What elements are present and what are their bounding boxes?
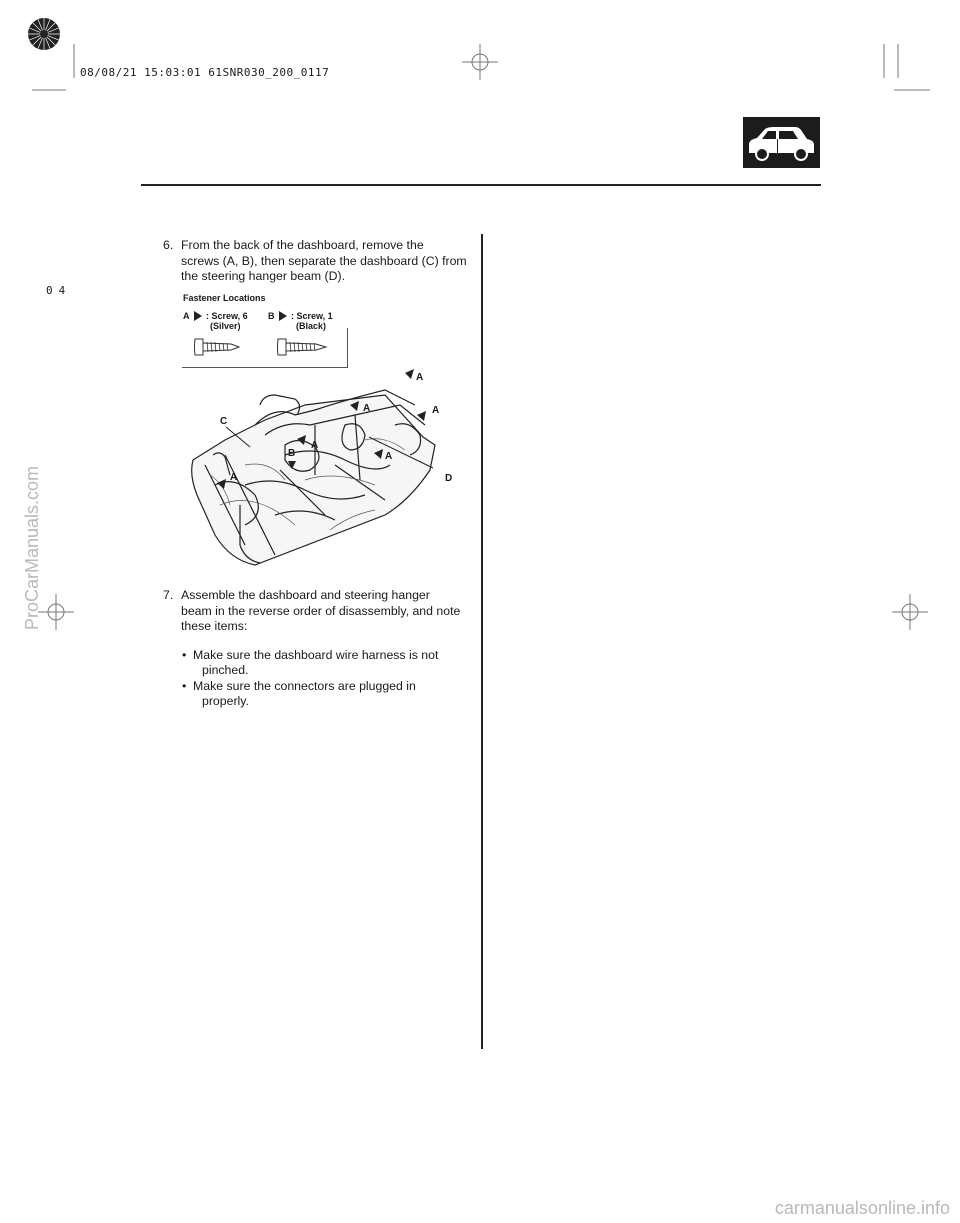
callout-c: C bbox=[220, 416, 228, 427]
arrow-right-icon bbox=[193, 310, 203, 322]
step-number: 6. bbox=[163, 238, 174, 252]
callout-a: A bbox=[432, 405, 440, 416]
step-text-line: Assemble the dashboard and steering hanger bbox=[181, 588, 430, 602]
fastener-b-color: (Black) bbox=[296, 321, 327, 331]
bullet-text-line: pinched. bbox=[202, 663, 249, 677]
step-text-line: beam in the reverse order of disassembly, and note bbox=[181, 603, 461, 618]
step-6 bbox=[163, 238, 468, 285]
bullet-dot-icon: • bbox=[182, 678, 187, 693]
fastener-a-label bbox=[183, 311, 190, 321]
bullet-item bbox=[182, 648, 468, 679]
callout-d: D bbox=[445, 473, 453, 484]
callout-b: B bbox=[288, 448, 296, 459]
car-body-icon bbox=[743, 117, 820, 168]
fastener-b-label bbox=[268, 311, 275, 321]
callout-a: A bbox=[363, 403, 371, 414]
arrow-right-icon bbox=[278, 310, 288, 322]
fastener-b-text: : Screw, 1 bbox=[291, 311, 333, 321]
step-text-line: screws (A, B), then separate the dashboard (C) from bbox=[181, 253, 467, 268]
fastener-b-letter: B bbox=[268, 311, 275, 321]
fastener-locations-title: Fastener Locations bbox=[183, 293, 266, 303]
step-number: 7. bbox=[163, 588, 174, 602]
bullet-text-line: Make sure the connectors are plugged in bbox=[193, 678, 416, 693]
print-stamp: 08/08/21 15:03:01 61SNR030_200_0117 bbox=[80, 66, 330, 79]
fastener-a-letter: A bbox=[183, 311, 190, 321]
header-rule bbox=[141, 184, 821, 186]
bullet-text-line: Make sure the dashboard wire harness is not bbox=[193, 647, 439, 662]
step-text-line: these items: bbox=[181, 619, 248, 633]
fastener-a-color: (Silver) bbox=[210, 321, 241, 331]
registration-target-icon bbox=[26, 16, 62, 52]
page-marker: 04 bbox=[46, 284, 72, 297]
bullet-text-line: properly. bbox=[202, 694, 249, 708]
screw-silver-icon bbox=[193, 336, 241, 358]
step-7 bbox=[163, 588, 468, 710]
callout-a: A bbox=[385, 451, 393, 462]
callout-a: A bbox=[416, 372, 424, 383]
screw-black-icon bbox=[276, 336, 328, 358]
step-text-line: the steering hanger beam (D). bbox=[181, 269, 346, 283]
watermark-bottom: carmanualsonline.info bbox=[774, 1198, 950, 1218]
column-divider bbox=[481, 234, 483, 1049]
step-text-line: From the back of the dashboard, remove the bbox=[181, 238, 424, 252]
fastener-a-text: : Screw, 6 bbox=[206, 311, 248, 321]
callout-a: A bbox=[311, 440, 319, 451]
callout-a: A bbox=[230, 472, 238, 483]
callout-leaders bbox=[180, 365, 470, 515]
bullet-item bbox=[182, 679, 468, 710]
bullet-dot-icon: • bbox=[182, 647, 187, 662]
watermark-left: ProCarManuals.com bbox=[22, 465, 42, 630]
